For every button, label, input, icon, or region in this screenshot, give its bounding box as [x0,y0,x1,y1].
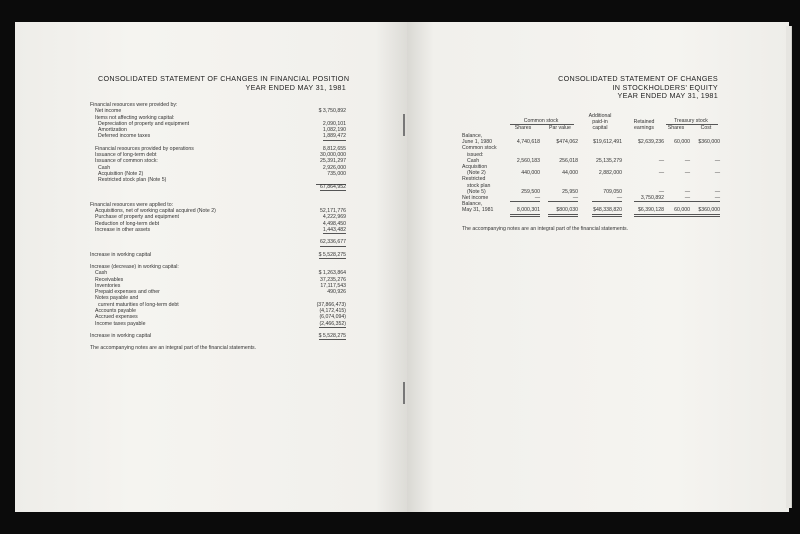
total-double-rule [592,214,622,217]
statement-row [90,321,350,327]
row-label: current maturities of long-term debt [98,301,179,308]
statement-row [90,227,350,233]
subtotal-rule [510,201,540,202]
left-title-line2: YEAR ENDED MAY 31, 1981 [245,82,346,92]
total-double-rule [548,214,578,217]
row-label: Receivables [95,276,124,283]
row-label: Acquisition (Note 2) [98,170,144,177]
row-amount: 8,812,655 [322,145,346,152]
row-amount: 1,443,482 [322,227,346,234]
statement-row [90,184,350,190]
total-double-rule [510,214,540,217]
row-label: Increase in working capital [90,251,152,258]
header-common-stock: Common stock [523,118,559,124]
table-cell: $6,390,128 [638,207,664,214]
row-label: Purchase of property and equipment [95,214,179,221]
financial-position-statement [90,102,350,352]
table-cell: $800,030 [556,207,578,214]
table-cell: 709,050 [603,188,622,195]
row-amount: 1,889,472 [322,133,346,140]
row-label: Cash [95,270,108,277]
row-amount: (2,466,352) [319,320,346,327]
statement-row [90,252,350,258]
table-cell: 3,750,892 [640,195,664,201]
table-cell: — [684,195,690,201]
header-apic-3: capital [592,125,608,131]
row-amount: 2,090,101 [322,120,346,127]
header-par-value: Par value [549,125,571,131]
row-label: Increase (decrease) in working capital: [90,263,179,270]
row-label: June 1, 1980 [462,139,492,146]
subtotal-rule [660,201,690,202]
subtotal-rule [690,201,720,202]
row-amount: 37,235,276 [320,276,346,283]
header-apic-2: paid-in [592,119,608,125]
header-retained-1: Retained [633,119,655,125]
statement-row [90,133,350,139]
row-label: Cash [98,164,111,171]
row-label: issued: [467,151,484,158]
table-cell: — [658,157,664,164]
row-label: Prepaid expenses and other [95,289,160,296]
right-page-title [520,75,718,101]
row-label: Deferred income taxes [98,133,151,140]
total-double-rule [690,214,720,217]
row-label: Income taxes payable [95,320,146,327]
row-label: Items not affecting working capital: [95,114,175,121]
row-label: Financial resources were provided by: [90,102,178,108]
row-amount: $ 5,528,275 [318,251,346,258]
table-cell: — [684,157,690,164]
row-label: Increase in working capital [90,332,152,339]
header-treasury-cost: Cost [700,125,712,131]
row-amount: $ 3,750,892 [318,108,346,115]
row-label: (Note 2) [467,170,486,177]
row-amount: (6,074,094) [319,314,346,321]
table-cell: $360,000 [698,207,720,214]
row-amount: 17,117,543 [320,282,346,289]
row-label: Reduction of long-term debt [95,220,160,227]
row-label: Inventories [95,282,121,289]
row-amount: 25,391,297 [320,158,346,165]
row-label: Cash [467,157,480,164]
table-cell: — [572,195,578,201]
table-cell: $474,062 [556,139,578,146]
table-cell: 60,000 [674,207,690,214]
table-cell: $360,000 [698,139,720,146]
statement-row [90,333,350,339]
row-amount: $ 1,263,864 [318,270,346,277]
row-label: Issuance of long-term debt [95,152,157,159]
right-title-line2: IN STOCKHOLDERS' EQUITY [612,82,718,92]
equity-footnote: The accompanying notes are an integral part of the financial statements. [462,226,629,232]
row-label: Notes payable and [95,295,139,302]
table-cell: 2,560,183 [516,157,540,164]
row-label: Issuance of common stock: [95,158,158,165]
row-label: Restricted stock plan (Note 5) [98,177,167,184]
table-cell: 8,000,301 [516,207,540,214]
row-label: Net income [95,108,122,115]
row-amount: (4,172,415) [319,308,346,315]
row-amount: 67,864,952 [320,183,346,190]
row-label: The accompanying notes are an integral part of the financial statements. [90,345,257,352]
table-cell: 2,882,000 [598,170,622,177]
total-double-rule [660,214,690,217]
row-amount: $ 5,528,275 [318,332,346,339]
table-cell: — [534,195,540,201]
table-cell: — [684,170,690,177]
row-amount: 1,082,190 [322,127,346,134]
table-cell: $48,338,820 [593,207,622,214]
table-cell: — [616,195,622,201]
header-shares: Shares [514,125,532,131]
header-treasury-stock: Treasury stock [674,118,708,124]
row-label: Balance, [462,133,483,139]
table-cell: 25,950 [562,188,578,195]
row-label: Restricted [462,176,486,183]
table-cell: 44,000 [562,170,578,177]
row-label: stock plan [467,182,491,189]
row-label: Amortization [98,127,127,134]
row-label: Accrued expenses [95,314,138,321]
statement-row [90,239,350,245]
row-amount: 490,926 [327,289,346,296]
row-label: Financial resources provided by operations [95,145,194,152]
table-cell: $2,639,236 [638,139,664,146]
subtotal-rule [548,201,578,202]
row-amount: (37,866,473) [316,301,346,308]
row-label: Accounts payable [95,308,136,315]
table-cell: — [714,170,720,177]
header-treasury-shares: Shares [667,125,685,131]
right-title-line1: CONSOLIDATED STATEMENT OF CHANGES [558,74,718,83]
left-page-title [98,74,350,92]
table-cell: $19,612,491 [593,139,622,146]
table-cell: — [714,195,720,201]
page-edge [786,26,792,508]
header-apic-1: Additional [588,113,612,119]
row-label: (Note 5) [467,188,486,195]
staple-bottom [403,382,405,404]
row-label: Net income [462,195,489,201]
row-label: Financial resources were applied to: [90,201,174,208]
left-title-line1: CONSOLIDATED STATEMENT OF CHANGES IN FINANCIAL POSITION [98,74,350,83]
table-cell: 256,018 [559,157,578,164]
table-cell: 259,500 [521,188,540,195]
table-cell: 25,135,279 [596,157,622,164]
table-cell: — [658,188,664,195]
row-label: Acquisitions, net of working capital acquired (Note 2) [95,208,216,215]
subtotal-rule [592,201,622,202]
table-cell: — [658,170,664,177]
header-retained-2: earnings [634,125,654,131]
row-label: May 31, 1981 [462,207,494,214]
table-cell: — [714,188,720,195]
row-amount: 62,336,677 [320,239,346,246]
row-label: Depreciation of property and equipment [98,120,190,127]
row-amount: 52,171,776 [320,208,346,215]
table-cell: — [684,188,690,195]
statement-row [90,345,350,351]
table-cell: — [714,157,720,164]
row-amount: 4,498,450 [322,220,346,227]
table-cell: 440,000 [521,170,540,177]
row-label: Balance, [462,201,483,208]
staple-top [403,114,405,136]
row-amount: 2,926,000 [322,164,346,171]
table-cell: 4,740,618 [516,139,540,146]
row-amount: 30,000,000 [320,152,346,159]
row-label: Common stock [462,145,497,152]
table-cell: 60,000 [674,139,690,146]
row-label: Increase in other assets [95,227,151,234]
row-amount: 4,222,969 [322,214,346,221]
right-title-line3: YEAR ENDED MAY 31, 1981 [617,91,718,101]
row-amount: 735,000 [327,170,346,177]
row-label: Acquisition [462,164,488,170]
